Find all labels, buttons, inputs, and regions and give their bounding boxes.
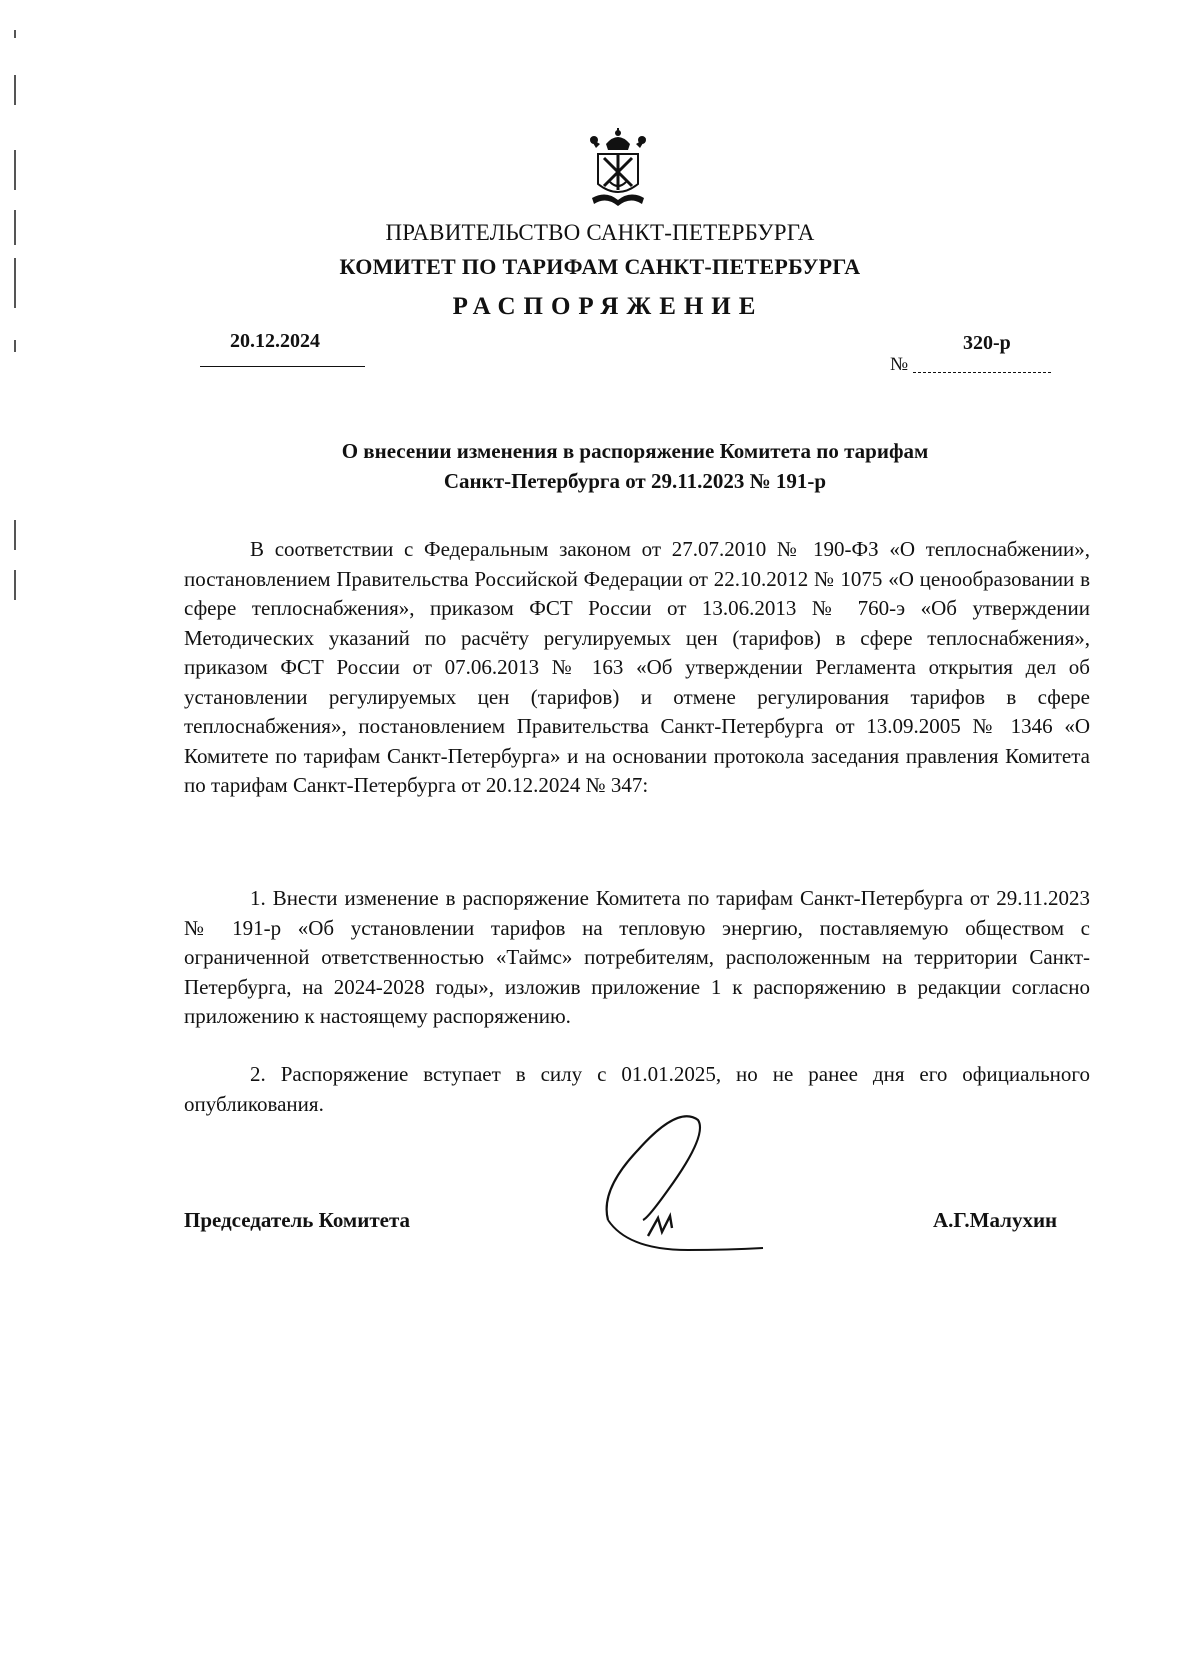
- document-type: РАСПОРЯЖЕНИЕ: [452, 293, 764, 320]
- number-label: №: [890, 354, 909, 375]
- government-name: ПРАВИТЕЛЬСТВО САНКТ-ПЕТЕРБУРГА: [385, 220, 815, 245]
- document-title: [180, 436, 1090, 496]
- scan-edge-mark: [14, 75, 16, 105]
- preamble: [184, 535, 1090, 801]
- scan-edge-mark: [14, 520, 16, 550]
- st-petersburg-coat-of-arms-icon: [586, 128, 650, 210]
- scan-edge-mark: [14, 30, 16, 38]
- document-number: 320-р: [963, 332, 1011, 354]
- preamble-text: В соответствии с Федеральным законом от 27.07.2010 № 190-ФЗ «О теплоснабжении», постановлением Правительства Российской Федерации от 22.10.2012 № 1075 «О ценообразовании в сфере теплоснабжения», приказом ФСТ России от 13.06.2013 № 760-э «Об утверждении Методических указаний по расчёту регулируемых цен (тарифов) в сфере теплоснабжения», приказом ФСТ России от 07.06.2013 № 163 «Об утверждении Регламента открытия дел об установлении регулируемых цен (тарифов) и отмене регулирования тарифов в сфере теплоснабжения», постановлением Правительства Санкт-Петербурга от 13.09.2005 № 1346 «О Комитете по тарифам Санкт-Петербурга» и на основании протокола заседания правления Комитета по тарифам Санкт-Петербурга от 20.12.2024 № 347:: [184, 537, 1090, 797]
- document-date: 20.12.2024: [230, 330, 320, 352]
- number-underline: [913, 372, 1051, 374]
- item-2-text: 2. Распоряжение вступает в силу с 01.01.2025, но не ранее дня его официального опубликования.: [184, 1062, 1090, 1116]
- item-1-text: 1. Внести изменение в распоряжение Комитета по тарифам Санкт-Петербурга от 29.11.2023 № 191-р «Об установлении тарифов на тепловую энергию, поставляемую обществом с ограниченной ответственностью «Таймс» потребителям, расположенным на территории Санкт-Петербурга, на 2024-2028 годы», изложив приложение 1 к распоряжению в редакции согласно приложению к настоящему распоряжению.: [184, 886, 1090, 1028]
- signatory-role: Председатель Комитета: [184, 1208, 411, 1232]
- handwritten-signature: [598, 1100, 768, 1260]
- date-underline: [200, 366, 365, 367]
- committee-name: КОМИТЕТ ПО ТАРИФАМ САНКТ-ПЕТЕРБУРГА: [339, 254, 861, 279]
- title-line: О внесении изменения в распоряжение Комитета по тарифам: [341, 439, 929, 463]
- title-line: Санкт-Петербурга от 29.11.2023 № 191-р: [443, 469, 827, 493]
- signatory-name: А.Г.Малухин: [933, 1208, 1058, 1232]
- scan-edge-mark: [14, 150, 16, 190]
- scan-edge-mark: [14, 570, 16, 600]
- item-1: [184, 884, 1090, 1032]
- scan-edge-mark: [14, 340, 16, 352]
